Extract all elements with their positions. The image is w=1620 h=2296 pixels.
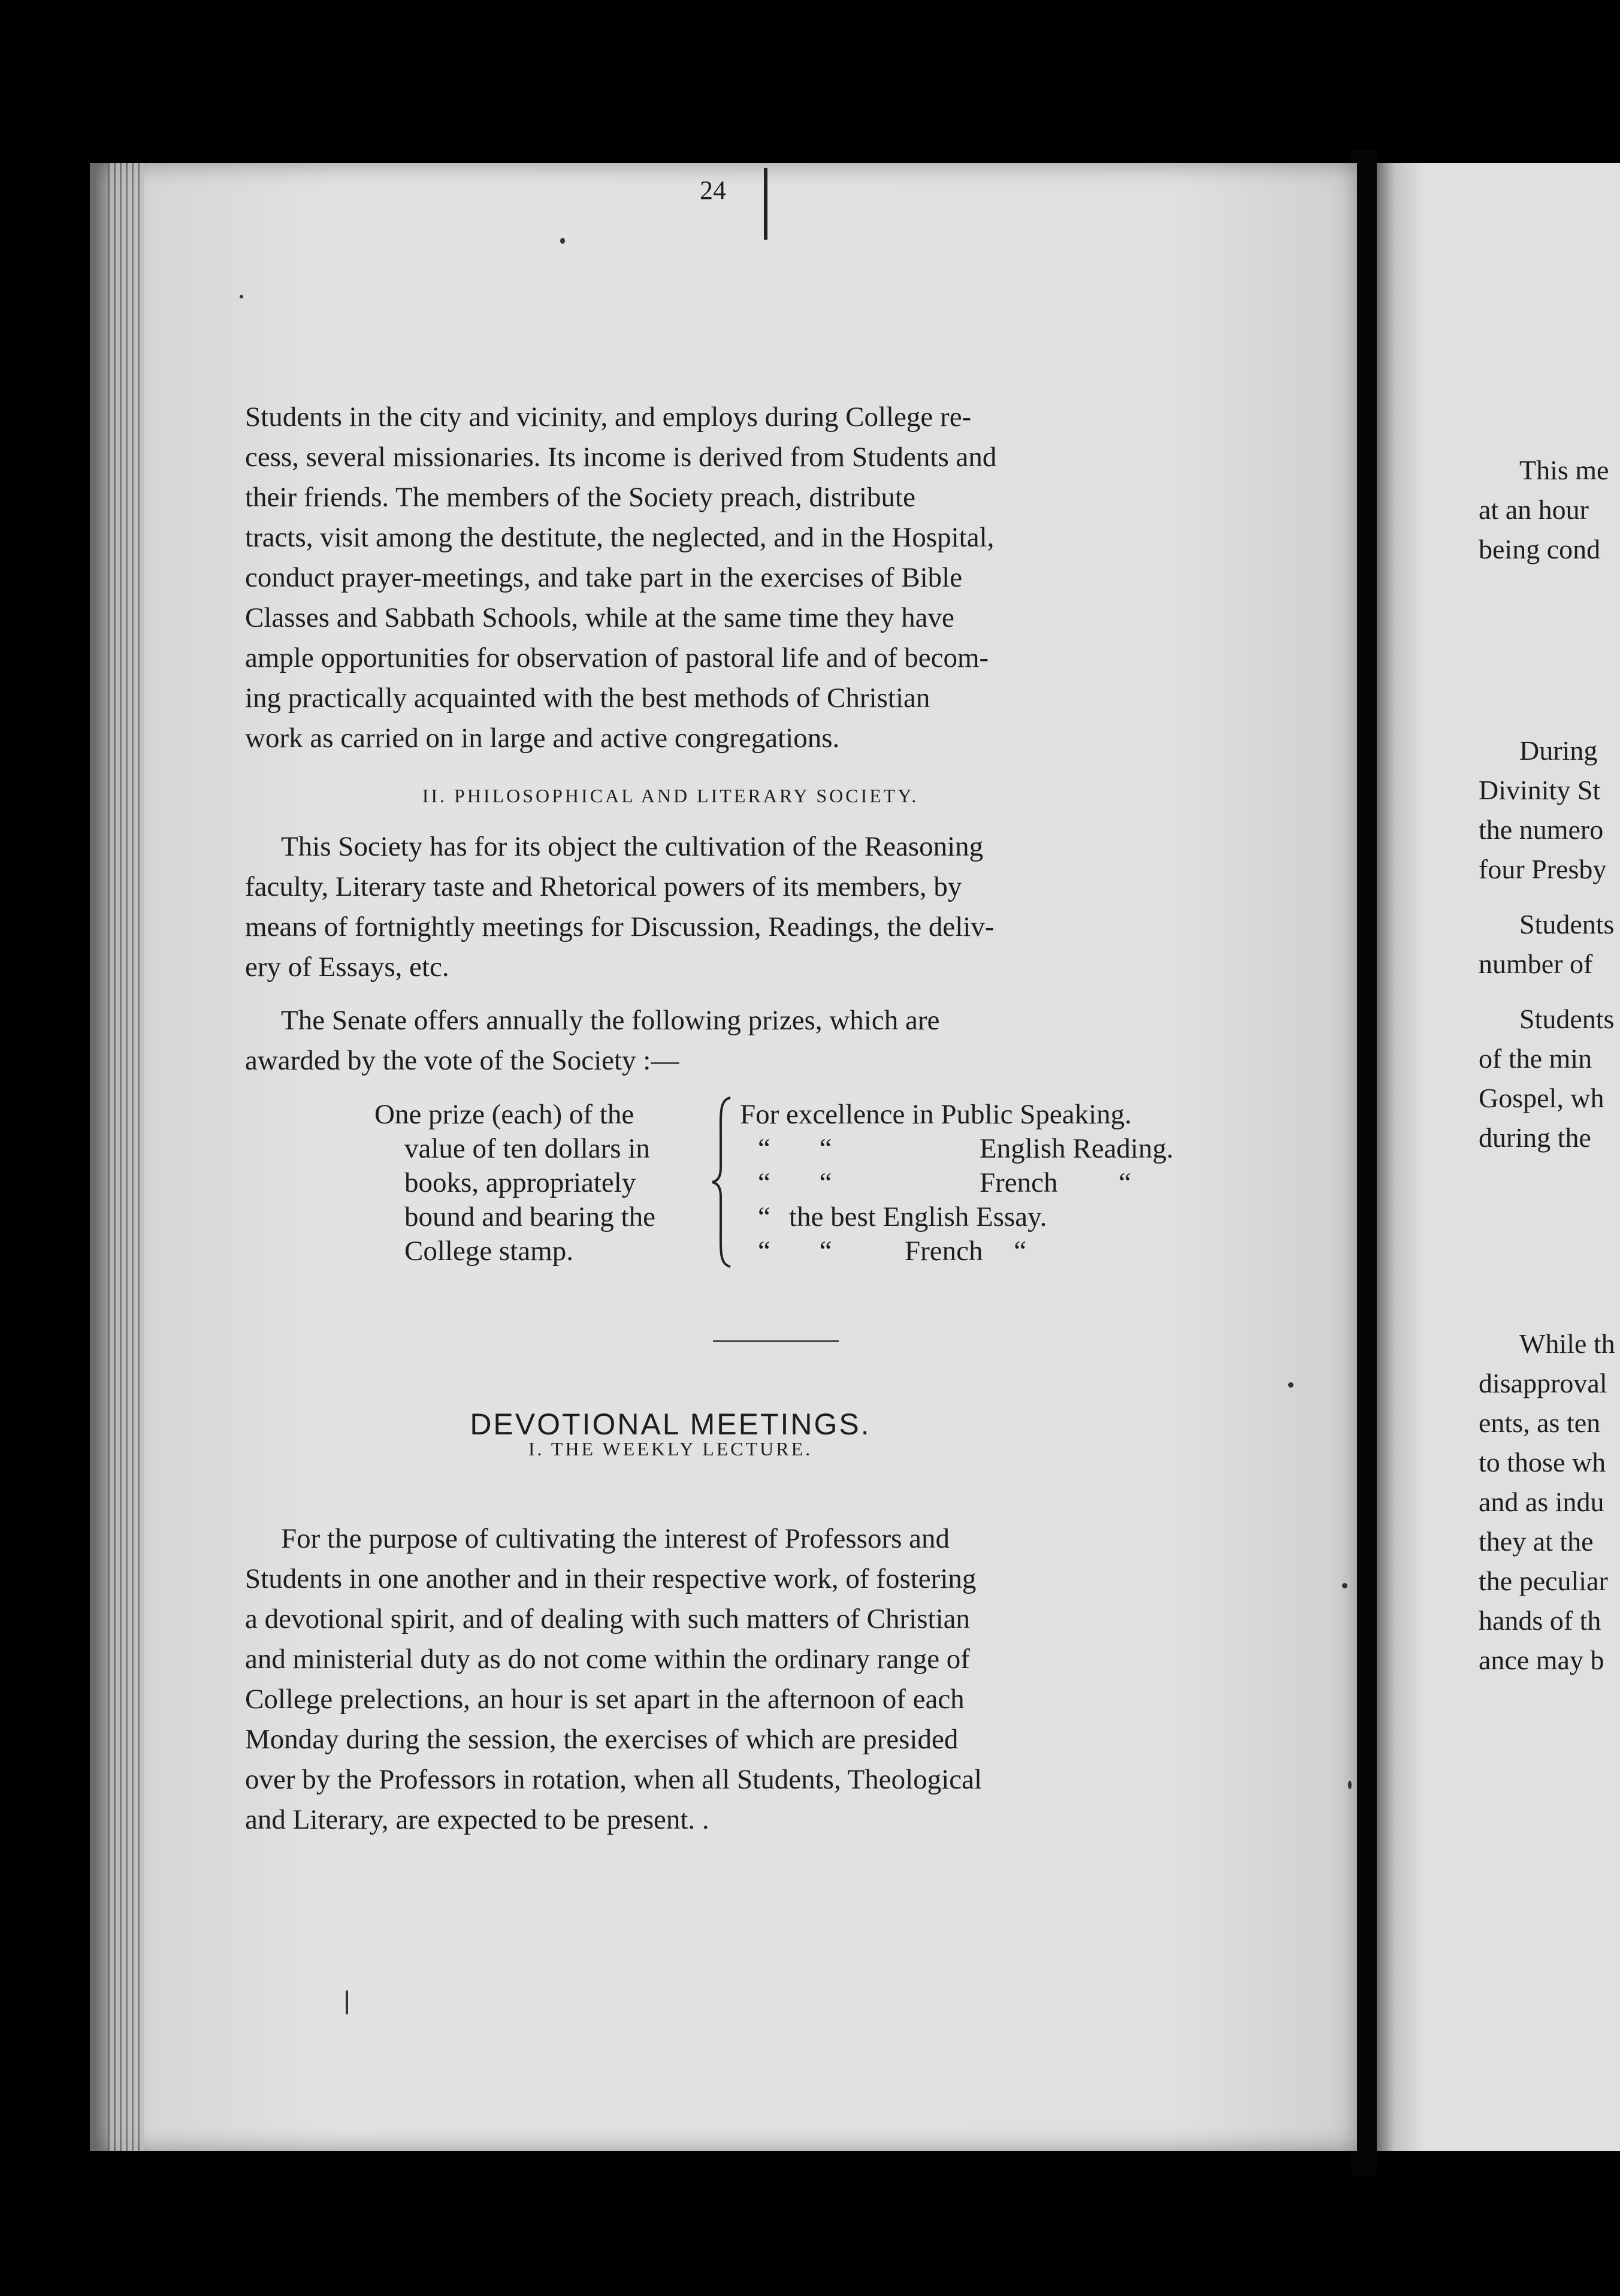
text-line: means of fortnightly meetings for Discussion, Readings, the deliv- <box>245 911 995 942</box>
prize-item-text: For excellence in Public Speaking. <box>740 1099 1132 1130</box>
text-line: The Senate offers annually the following prizes, which are <box>281 1005 940 1036</box>
prize-item <box>740 1166 1231 1200</box>
text-line: value of ten dollars in <box>404 1133 650 1164</box>
text-line: bound and bearing the <box>404 1201 655 1232</box>
text-line: Students in one another and in their respective work, of fostering <box>245 1563 977 1594</box>
right-page-fragment: ents, as ten <box>1479 1407 1601 1438</box>
speck <box>560 238 565 244</box>
text-line: Classes and Sabbath Schools, while at the same time they have <box>245 602 954 633</box>
speck <box>240 295 243 298</box>
ditto-marks: “ “ <box>758 1167 832 1198</box>
ditto-marks: “ “ <box>758 1133 832 1164</box>
right-page-fragment: Divinity St <box>1479 775 1601 805</box>
prize-description <box>374 1098 707 1268</box>
speck <box>346 1990 348 2014</box>
right-page-fragment: This me <box>1519 455 1609 485</box>
text-line: cess, several missionaries. Its income is derived from Students and <box>245 442 997 473</box>
text-line: work as carried on in large and active congregations. <box>245 723 840 754</box>
text-line: This Society has for its object the cultivation of the Reasoning <box>281 831 984 862</box>
ditto-marks: “ <box>758 1201 770 1232</box>
prize-item-text: French “ <box>980 1167 1132 1198</box>
prize-item <box>740 1098 1231 1132</box>
right-page-fragment: to those wh <box>1479 1447 1606 1478</box>
right-page-fragment: the peculiar <box>1479 1566 1608 1596</box>
text-line: and Literary, are expected to be present. . <box>245 1804 709 1835</box>
ditto-marks: “ “ <box>758 1235 832 1267</box>
right-page-fragment: While th <box>1519 1328 1615 1359</box>
text-line: conduct prayer-meetings, and take part in the exercises of Bible <box>245 562 963 593</box>
right-page-fragment: disapproval <box>1479 1368 1607 1398</box>
prize-item <box>740 1200 1231 1234</box>
right-page-fragment: during the <box>1479 1122 1591 1153</box>
text-line: ing practically acquainted with the best methods of Christian <box>245 682 930 714</box>
right-page-fragment: of the min <box>1479 1043 1592 1074</box>
prize-item-text: French “ <box>905 1235 1027 1267</box>
text-line: College stamp. <box>404 1235 573 1267</box>
text-line: their friends. The members of the Society preach, distribute <box>245 482 915 513</box>
prize-list <box>740 1098 1231 1268</box>
speck <box>1348 1781 1352 1789</box>
text-line: College prelections, an hour is set apart in the afternoon of each <box>245 1684 965 1715</box>
right-page-fragment: four Presby <box>1479 854 1607 884</box>
right-page-fragment: number of <box>1479 948 1593 979</box>
prize-item-text: English Reading. <box>980 1133 1174 1164</box>
paragraph-weekly-lecture <box>245 1519 1096 1840</box>
text-line: and ministerial duty as do not come within the ordinary range of <box>245 1644 970 1675</box>
right-page-fragment: at an hour <box>1479 494 1589 525</box>
right-page-fragment: ance may b <box>1479 1645 1604 1675</box>
right-page-fragment: Students <box>1519 909 1615 939</box>
right-page-fragment: and as indu <box>1479 1487 1604 1517</box>
section-heading-philosophical-society: II. PHILOSOPHICAL AND LITERARY SOCIETY. <box>422 785 919 806</box>
right-page-fragment: Gospel, wh <box>1479 1083 1604 1113</box>
text-line: ery of Essays, etc. <box>245 951 449 983</box>
paragraph-prizes-intro <box>245 1001 1096 1081</box>
text-line: faculty, Literary taste and Rhetorical powers of its members, by <box>245 871 962 902</box>
speck <box>1342 1583 1347 1588</box>
right-page-fragment: they at the <box>1479 1526 1594 1557</box>
text-line: Monday during the session, the exercises of which are presided <box>245 1724 959 1755</box>
text-line: One prize (each) of the <box>374 1099 634 1130</box>
prize-item <box>740 1234 1231 1268</box>
speck <box>1288 1382 1293 1388</box>
text-line: over by the Professors in rotation, when all Students, Theological <box>245 1764 983 1795</box>
text-line: awarded by the vote of the Society :— <box>245 1045 679 1076</box>
paragraph-philosophical-society <box>245 827 1096 987</box>
heading-devotional-meetings: DEVOTIONAL MEETINGS. <box>470 1407 871 1441</box>
curly-brace-icon <box>710 1095 734 1269</box>
right-page-fragment: During <box>1519 735 1598 766</box>
prize-item-text: the best English Essay. <box>789 1201 1047 1232</box>
right-page-fragment: being cond <box>1479 534 1601 564</box>
page-number: 24 <box>700 176 726 205</box>
text-line: ample opportunities for observation of pastoral life and of becom- <box>245 642 989 673</box>
text-line: books, appropriately <box>404 1167 636 1198</box>
page-edge-stack <box>108 163 144 2151</box>
right-page-fragment: Students <box>1519 1004 1615 1034</box>
right-page-fragment: hands of th <box>1479 1605 1601 1636</box>
text-line: For the purpose of cultivating the interest of Professors and <box>281 1523 950 1554</box>
prize-item <box>740 1132 1231 1166</box>
paragraph-missionary-society <box>245 397 1096 759</box>
text-line: tracts, visit among the destitute, the neglected, and in the Hospital, <box>245 522 995 553</box>
section-divider <box>713 1340 839 1342</box>
subheading-weekly-lecture: I. THE WEEKLY LECTURE. <box>528 1438 813 1460</box>
text-line: a devotional spirit, and of dealing with such matters of Christian <box>245 1603 970 1635</box>
right-page-fragment: the numero <box>1479 814 1604 845</box>
text-line: Students in the city and vicinity, and employs during College re- <box>245 401 972 433</box>
